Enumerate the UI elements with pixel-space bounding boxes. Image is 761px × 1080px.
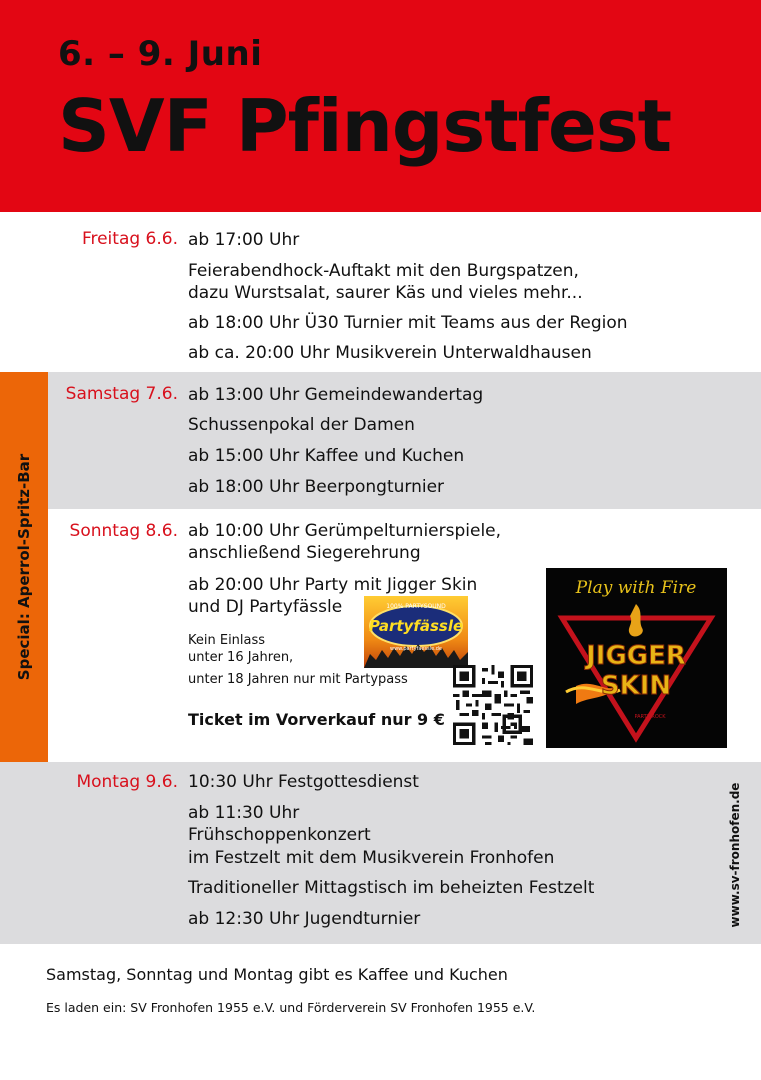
friday-line-2: Feierabendhock-Auftakt mit den Burgspatzen, <box>188 261 579 281</box>
ticket-price: Ticket im Vorverkauf nur 9 € <box>188 710 445 729</box>
saturday-line-4: ab 18:00 Uhr Beerpongturnier <box>188 477 445 497</box>
qr-code[interactable] <box>453 665 533 745</box>
friday-line-5: ab ca. 20:00 Uhr Musikverein Unterwaldhausen <box>188 343 592 363</box>
day-label-friday: Freitag 6.6. <box>81 229 178 249</box>
monday-line-3: Frühschoppenkonzert <box>188 825 371 845</box>
poster-tag: PARTY ROCK <box>634 714 666 720</box>
saturday-line-1: ab 13:00 Uhr Gemeindewandertag <box>188 385 484 405</box>
monday-line-6: ab 12:30 Uhr Jugendturnier <box>188 909 421 929</box>
saturday-line-2: Schussenpokal der Damen <box>188 415 415 435</box>
sunday-line-1: ab 10:00 Uhr Gerümpelturnierspiele, <box>188 521 502 541</box>
friday-line-1: ab 17:00 Uhr <box>188 230 300 250</box>
footer-line-1: Samstag, Sonntag und Montag gibt es Kaffee und Kuchen <box>46 965 508 984</box>
day-label-monday: Montag 9.6. <box>76 772 178 792</box>
partyfaessle-name: Partyfässle <box>368 617 464 635</box>
day-label-sunday: Sonntag 8.6. <box>69 521 178 541</box>
website-link[interactable]: www.sv-fronhofen.de <box>728 782 742 928</box>
side-banner-text: Special: Aperrol-Spritz-Bar <box>15 453 33 681</box>
date-range: 6. – 9. Juni <box>58 34 263 74</box>
poster-slogan: Play with Fire <box>575 578 697 598</box>
event-title: SVF Pfingstfest <box>58 84 672 168</box>
sunday-note-2: unter 16 Jahren, <box>188 650 294 665</box>
day-label-saturday: Samstag 7.6. <box>65 384 178 404</box>
sunday-note-3: unter 18 Jahren nur mit Partypass <box>188 672 408 687</box>
monday-line-1: 10:30 Uhr Festgottesdienst <box>188 772 419 792</box>
jigger-skin-poster <box>546 568 727 748</box>
footer-line-2: Es laden ein: SV Fronhofen 1955 e.V. und Förderverein SV Fronhofen 1955 e.V. <box>46 1000 536 1015</box>
partyfaessle-logo <box>364 596 468 668</box>
monday-line-5: Traditioneller Mittagstisch im beheizten Festzelt <box>188 878 595 898</box>
monday-line-2: ab 11:30 Uhr <box>188 803 300 823</box>
sunday-line-2: anschließend Siegerehrung <box>188 543 421 563</box>
poster-line1: JIGGER <box>586 641 686 671</box>
friday-line-4: ab 18:00 Uhr Ü30 Turnier mit Teams aus der Region <box>188 313 628 333</box>
partyfaessle-top-text: 100% PARTYSOUND <box>386 603 446 610</box>
sunday-line-3: ab 20:00 Uhr Party mit Jigger Skin <box>188 575 478 595</box>
friday-line-3: dazu Wurstsalat, saurer Käs und vieles mehr... <box>188 283 583 303</box>
sunday-line-4: und DJ Partyfässle <box>188 597 343 617</box>
monday-line-4: im Festzelt mit dem Musikverein Fronhofen <box>188 848 555 868</box>
partyfaessle-url: www.partyfaessle.de <box>389 646 443 652</box>
saturday-line-3: ab 15:00 Uhr Kaffee und Kuchen <box>188 446 465 466</box>
poster-line2: SKIN <box>600 671 672 701</box>
sunday-note-1: Kein Einlass <box>188 633 266 648</box>
